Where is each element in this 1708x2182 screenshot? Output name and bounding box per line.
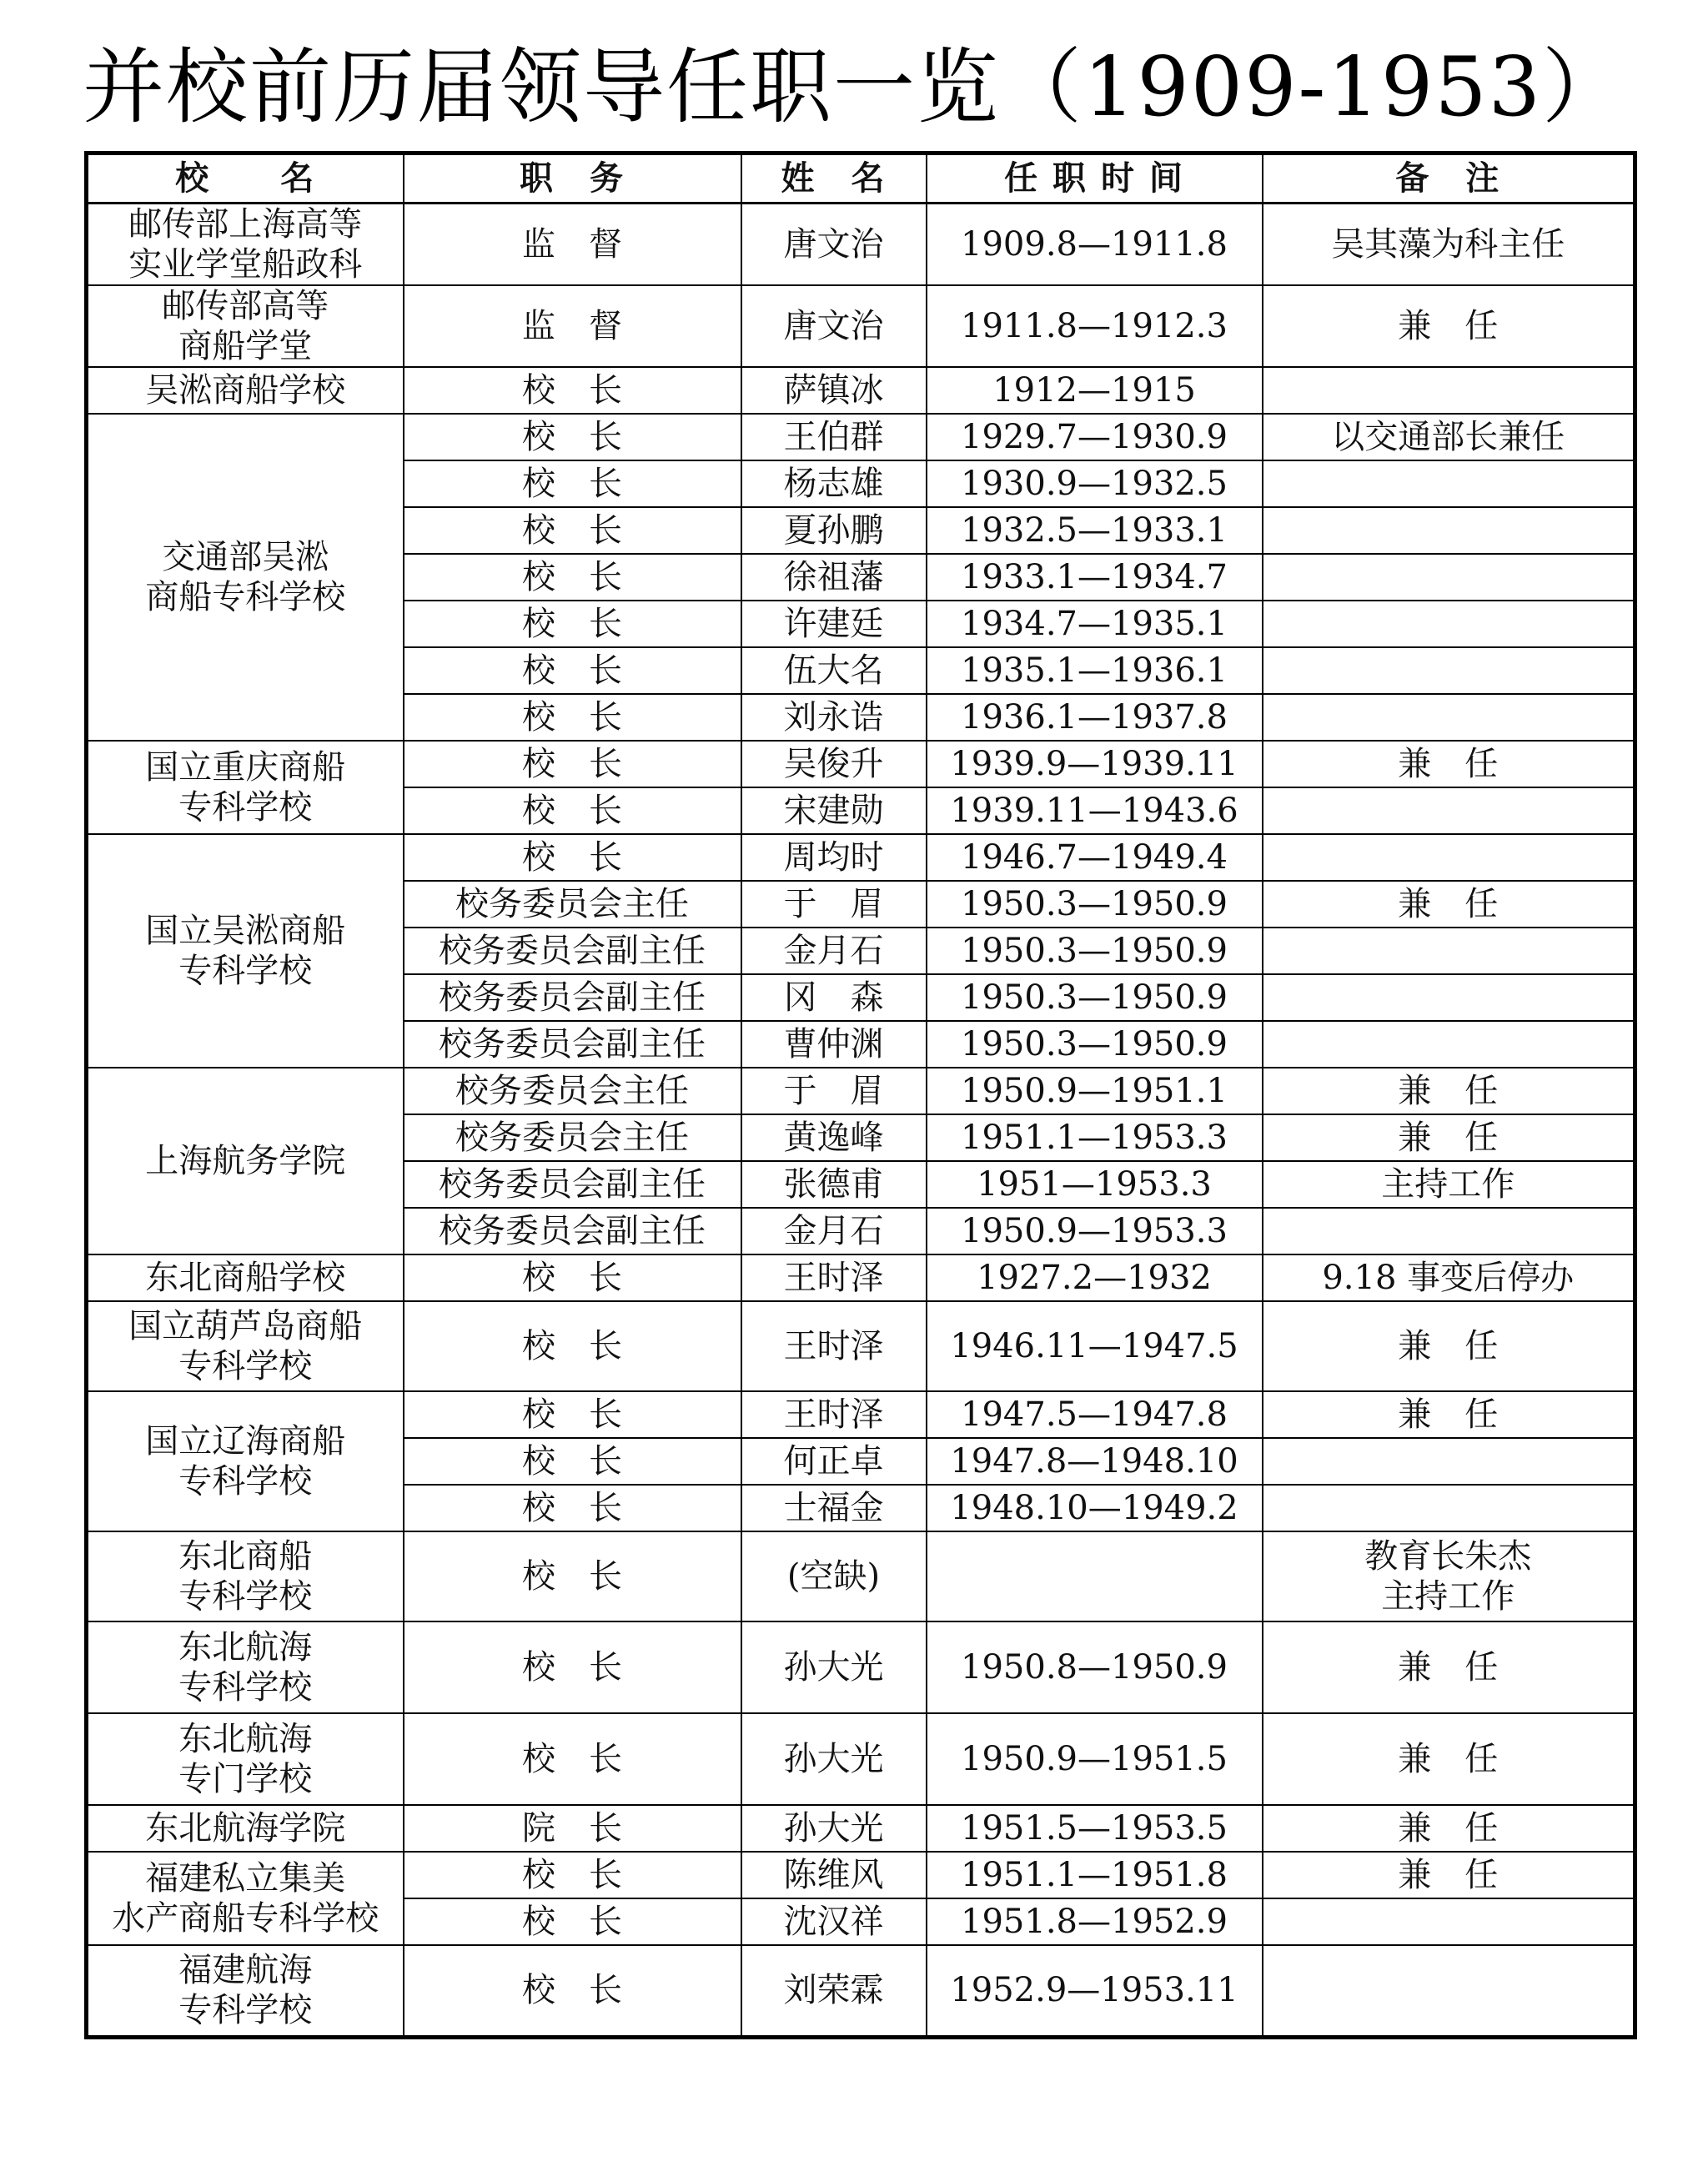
position-cell: 校 长	[404, 601, 741, 647]
remark-cell	[1263, 1021, 1635, 1068]
table-row	[87, 1713, 1635, 1805]
remark-cell	[1263, 834, 1635, 881]
position-cell: 校 长	[404, 1898, 741, 1945]
term-cell: 1946.11—1947.5	[927, 1301, 1263, 1391]
remark-cell	[1263, 1438, 1635, 1485]
name-cell: 何正卓	[741, 1438, 927, 1485]
school-cell: 邮传部高等 商船学堂	[87, 285, 404, 367]
term-cell: 1947.5—1947.8	[927, 1391, 1263, 1438]
position-cell: 校务委员会副主任	[404, 974, 741, 1021]
term-cell: 1934.7—1935.1	[927, 601, 1263, 647]
position-cell: 校 长	[404, 1391, 741, 1438]
position-cell: 校务委员会副主任	[404, 1021, 741, 1068]
term-cell: 1939.9—1939.11	[927, 741, 1263, 787]
remark-cell: 兼 任	[1263, 1301, 1635, 1391]
school-cell: 国立重庆商船 专科学校	[87, 741, 404, 834]
header-remark: 备 注	[1263, 153, 1635, 204]
position-cell: 校 长	[404, 1531, 741, 1621]
term-cell: 1909.8—1911.8	[927, 204, 1263, 286]
table-row	[87, 1531, 1635, 1621]
remark-cell: 兼 任	[1263, 1621, 1635, 1713]
position-cell: 校 长	[404, 1438, 741, 1485]
name-cell: 孙大光	[741, 1805, 927, 1852]
position-cell: 校 长	[404, 1485, 741, 1531]
remark-cell	[1263, 1945, 1635, 2037]
table-row	[87, 414, 1635, 460]
position-cell: 校 长	[404, 507, 741, 554]
school-cell: 国立葫芦岛商船 专科学校	[87, 1301, 404, 1391]
remark-cell: 兼 任	[1263, 1852, 1635, 1898]
remark-cell	[1263, 601, 1635, 647]
remark-cell	[1263, 507, 1635, 554]
header-name: 姓 名	[741, 153, 927, 204]
term-cell: 1951—1953.3	[927, 1161, 1263, 1208]
remark-cell: 主持工作	[1263, 1161, 1635, 1208]
term-cell: 1951.8—1952.9	[927, 1898, 1263, 1945]
school-cell: 国立吴淞商船 专科学校	[87, 834, 404, 1068]
position-cell: 校务委员会主任	[404, 1114, 741, 1161]
remark-cell	[1263, 694, 1635, 741]
remark-cell: 兼 任	[1263, 1805, 1635, 1852]
remark-cell: 兼 任	[1263, 741, 1635, 787]
remark-cell	[1263, 647, 1635, 694]
position-cell: 校务委员会副主任	[404, 1208, 741, 1254]
school-cell: 东北航海 专门学校	[87, 1713, 404, 1805]
header-position: 职 务	[404, 153, 741, 204]
position-cell: 校 长	[404, 367, 741, 414]
remark-cell: 9.18 事变后停办	[1263, 1254, 1635, 1301]
position-cell: 校务委员会主任	[404, 881, 741, 928]
position-cell: 校务委员会副主任	[404, 1161, 741, 1208]
leadership-table	[84, 151, 1637, 2039]
school-cell: 东北商船 专科学校	[87, 1531, 404, 1621]
term-cell: 1951.1—1953.3	[927, 1114, 1263, 1161]
name-cell: 徐祖藩	[741, 554, 927, 601]
position-cell: 校务委员会副主任	[404, 928, 741, 974]
name-cell: 沈汉祥	[741, 1898, 927, 1945]
name-cell: 于 眉	[741, 881, 927, 928]
name-cell: 曹仲渊	[741, 1021, 927, 1068]
name-cell: 黄逸峰	[741, 1114, 927, 1161]
header-term: 任 职 时 间	[927, 153, 1263, 204]
position-cell: 校 长	[404, 414, 741, 460]
term-cell: 1950.9—1953.3	[927, 1208, 1263, 1254]
table-row	[87, 1068, 1635, 1114]
name-cell: 许建廷	[741, 601, 927, 647]
name-cell: 周均时	[741, 834, 927, 881]
term-cell: 1939.11—1943.6	[927, 787, 1263, 834]
position-cell: 校 长	[404, 694, 741, 741]
term-cell: 1950.3—1950.9	[927, 928, 1263, 974]
position-cell: 校务委员会主任	[404, 1068, 741, 1114]
header-school: 校 名	[87, 153, 404, 204]
position-cell: 监 督	[404, 285, 741, 367]
name-cell: 张德甫	[741, 1161, 927, 1208]
name-cell: 刘永诰	[741, 694, 927, 741]
name-cell: 伍大名	[741, 647, 927, 694]
term-cell: 1911.8—1912.3	[927, 285, 1263, 367]
term-cell: 1948.10—1949.2	[927, 1485, 1263, 1531]
table-row	[87, 1945, 1635, 2037]
term-cell: 1952.9—1953.11	[927, 1945, 1263, 2037]
remark-cell: 吴其藻为科主任	[1263, 204, 1635, 286]
term-cell: 1936.1—1937.8	[927, 694, 1263, 741]
remark-cell: 以交通部长兼任	[1263, 414, 1635, 460]
remark-cell: 兼 任	[1263, 1114, 1635, 1161]
name-cell: 王伯群	[741, 414, 927, 460]
name-cell: 于 眉	[741, 1068, 927, 1114]
remark-cell	[1263, 367, 1635, 414]
position-cell: 校 长	[404, 1301, 741, 1391]
table-header-row	[87, 153, 1635, 204]
table-row	[87, 1254, 1635, 1301]
position-cell: 校 长	[404, 1713, 741, 1805]
remark-cell	[1263, 787, 1635, 834]
position-cell: 校 长	[404, 1945, 741, 2037]
table-row	[87, 1621, 1635, 1713]
remark-cell: 兼 任	[1263, 881, 1635, 928]
remark-cell	[1263, 554, 1635, 601]
school-cell: 东北航海 专科学校	[87, 1621, 404, 1713]
school-cell: 福建航海 专科学校	[87, 1945, 404, 2037]
school-cell: 吴淞商船学校	[87, 367, 404, 414]
term-cell: 1930.9—1932.5	[927, 460, 1263, 507]
name-cell: 王时泽	[741, 1254, 927, 1301]
term-cell	[927, 1531, 1263, 1621]
school-cell: 国立辽海商船 专科学校	[87, 1391, 404, 1531]
term-cell: 1950.8—1950.9	[927, 1621, 1263, 1713]
remark-cell: 兼 任	[1263, 1068, 1635, 1114]
name-cell: 金月石	[741, 928, 927, 974]
term-cell: 1946.7—1949.4	[927, 834, 1263, 881]
name-cell: 士福金	[741, 1485, 927, 1531]
position-cell: 校 长	[404, 834, 741, 881]
name-cell: (空缺)	[741, 1531, 927, 1621]
name-cell: 唐文治	[741, 285, 927, 367]
table-row	[87, 1391, 1635, 1438]
term-cell: 1912—1915	[927, 367, 1263, 414]
remark-cell	[1263, 928, 1635, 974]
remark-cell	[1263, 1208, 1635, 1254]
table-row	[87, 834, 1635, 881]
school-cell: 邮传部上海高等 实业学堂船政科	[87, 204, 404, 286]
name-cell: 杨志雄	[741, 460, 927, 507]
position-cell: 校 长	[404, 787, 741, 834]
position-cell: 校 长	[404, 1254, 741, 1301]
table-row	[87, 285, 1635, 367]
name-cell: 金月石	[741, 1208, 927, 1254]
term-cell: 1950.9—1951.5	[927, 1713, 1263, 1805]
term-cell: 1950.9—1951.1	[927, 1068, 1263, 1114]
remark-cell	[1263, 1898, 1635, 1945]
name-cell: 吴俊升	[741, 741, 927, 787]
position-cell: 院 长	[404, 1805, 741, 1852]
name-cell: 陈维风	[741, 1852, 927, 1898]
term-cell: 1947.8—1948.10	[927, 1438, 1263, 1485]
term-cell: 1929.7—1930.9	[927, 414, 1263, 460]
school-cell: 交通部吴淞 商船专科学校	[87, 414, 404, 741]
remark-cell: 兼 任	[1263, 1391, 1635, 1438]
position-cell: 监 督	[404, 204, 741, 286]
term-cell: 1950.3—1950.9	[927, 974, 1263, 1021]
school-cell: 上海航务学院	[87, 1068, 404, 1254]
term-cell: 1951.1—1951.8	[927, 1852, 1263, 1898]
name-cell: 萨镇冰	[741, 367, 927, 414]
position-cell: 校 长	[404, 460, 741, 507]
remark-cell	[1263, 1485, 1635, 1531]
remark-cell: 教育长朱杰 主持工作	[1263, 1531, 1635, 1621]
name-cell: 宋建勋	[741, 787, 927, 834]
name-cell: 孙大光	[741, 1621, 927, 1713]
school-cell: 福建私立集美 水产商船专科学校	[87, 1852, 404, 1945]
table-row	[87, 1805, 1635, 1852]
remark-cell: 兼 任	[1263, 285, 1635, 367]
position-cell: 校 长	[404, 647, 741, 694]
remark-cell	[1263, 460, 1635, 507]
table-row	[87, 741, 1635, 787]
remark-cell: 兼 任	[1263, 1713, 1635, 1805]
name-cell: 孙大光	[741, 1713, 927, 1805]
document-title: 并校前历届领导任职一览（1909-1953）	[83, 40, 1625, 135]
name-cell: 夏孙鹏	[741, 507, 927, 554]
term-cell: 1950.3—1950.9	[927, 1021, 1263, 1068]
table-row	[87, 204, 1635, 286]
term-cell: 1933.1—1934.7	[927, 554, 1263, 601]
position-cell: 校 长	[404, 1852, 741, 1898]
name-cell: 唐文治	[741, 204, 927, 286]
remark-cell	[1263, 974, 1635, 1021]
table-row	[87, 1852, 1635, 1898]
position-cell: 校 长	[404, 741, 741, 787]
term-cell: 1932.5—1933.1	[927, 507, 1263, 554]
name-cell: 刘荣霖	[741, 1945, 927, 2037]
school-cell: 东北商船学校	[87, 1254, 404, 1301]
term-cell: 1951.5—1953.5	[927, 1805, 1263, 1852]
term-cell: 1927.2—1932	[927, 1254, 1263, 1301]
school-cell: 东北航海学院	[87, 1805, 404, 1852]
term-cell: 1935.1—1936.1	[927, 647, 1263, 694]
name-cell: 王时泽	[741, 1391, 927, 1438]
position-cell: 校 长	[404, 554, 741, 601]
name-cell: 冈 森	[741, 974, 927, 1021]
term-cell: 1950.3—1950.9	[927, 881, 1263, 928]
position-cell: 校 长	[404, 1621, 741, 1713]
table-row	[87, 1301, 1635, 1391]
table-row	[87, 367, 1635, 414]
name-cell: 王时泽	[741, 1301, 927, 1391]
